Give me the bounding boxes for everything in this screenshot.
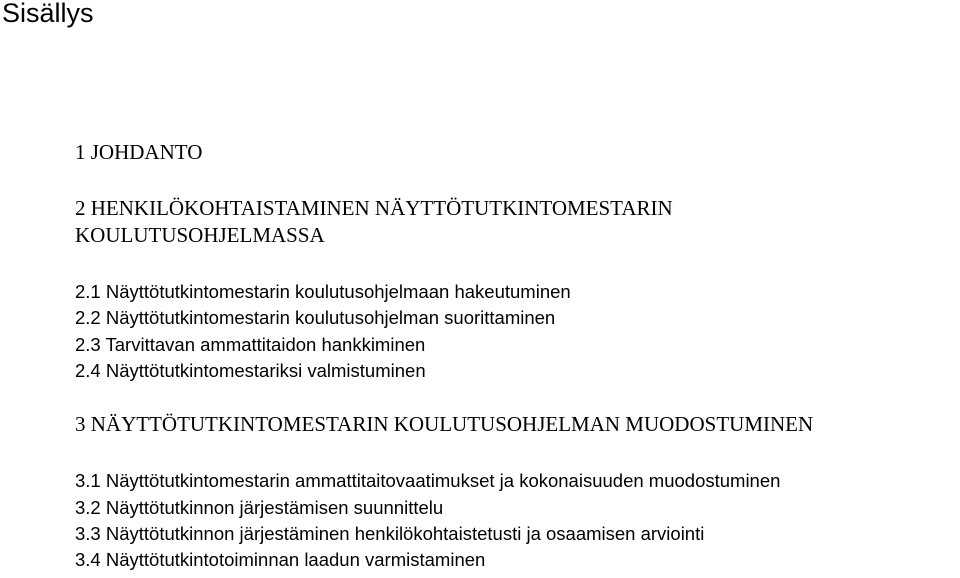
- page-title: Sisällys: [2, 0, 94, 28]
- toc-section-3-2[interactable]: 3.2 Näyttötutkinnon järjestämisen suunnittelu: [75, 497, 444, 518]
- toc-section-2-3[interactable]: 2.3 Tarvittavan ammattitaidon hankkiminen: [75, 334, 426, 355]
- toc-chapter-2[interactable]: 2 HENKILÖKOHTAISTAMINEN NÄYTTÖTUTKINTOMESTARIN: [75, 196, 673, 220]
- toc-section-3-3[interactable]: 3.3 Näyttötutkinnon järjestäminen henkilökohtaistetusti ja osaamisen arviointi: [75, 523, 705, 544]
- toc-section-3-4[interactable]: 3.4 Näyttötutkintotoiminnan laadun varmistaminen: [75, 549, 486, 570]
- toc-chapter-1[interactable]: 1 JOHDANTO: [75, 140, 203, 164]
- toc-chapter-3[interactable]: 3 NÄYTTÖTUTKINTOMESTARIN KOULUTUSOHJELMAN MUODOSTUMINEN: [75, 412, 814, 436]
- toc-section-2-2[interactable]: 2.2 Näyttötutkintomestarin koulutusohjelman suorittaminen: [75, 307, 556, 328]
- toc-section-3-1[interactable]: 3.1 Näyttötutkintomestarin ammattitaitovaatimukset ja kokonaisuuden muodostuminen: [75, 470, 781, 491]
- toc-section-2-4[interactable]: 2.4 Näyttötutkintomestariksi valmistuminen: [75, 360, 426, 381]
- toc-section-2-1[interactable]: 2.1 Näyttötutkintomestarin koulutusohjelmaan hakeutuminen: [75, 281, 571, 302]
- toc-chapter-2-continued[interactable]: KOULUTUSOHJELMASSA: [75, 223, 325, 247]
